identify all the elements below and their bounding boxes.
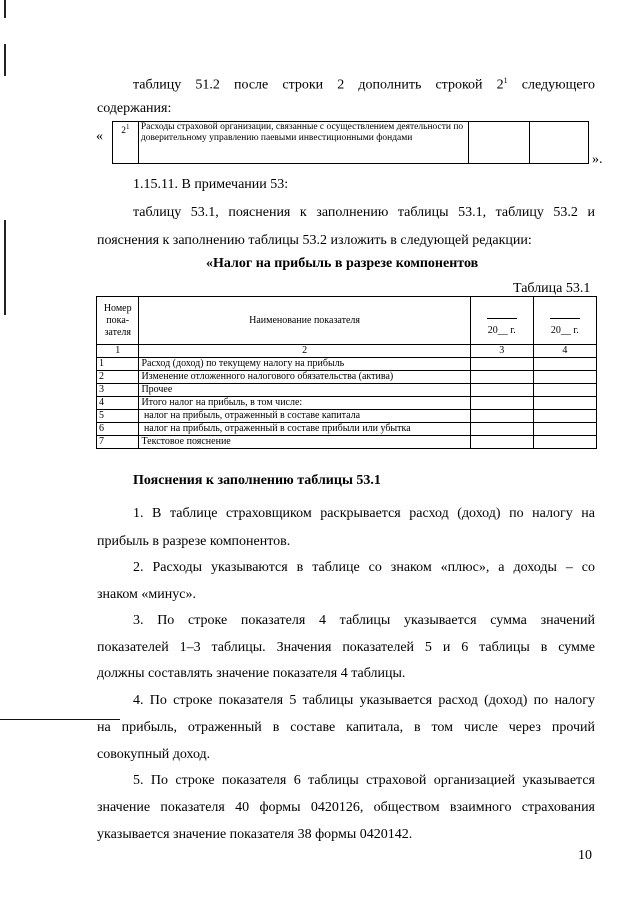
row-value: [470, 397, 533, 410]
table-title: «Налог на прибыль в разрезе компонентов: [206, 256, 479, 271]
explain-2-line-1: 2. Расходы указываются в таблице со знаком «плюс», а доходы – со: [133, 560, 595, 575]
explain-4-line-3: совокупный доход.: [97, 747, 211, 762]
table-row: [97, 371, 597, 384]
insert-table-desc: Расходы страховой организации, связанные с осуществлением деятельности по доверительному управлению паевыми инвестиционными фондами: [138, 122, 468, 164]
row-num: 7: [97, 436, 139, 449]
explain-3-line-3: должны составлять значение показателя 4 таблицы.: [97, 666, 406, 681]
row-name: Итого налог на прибыль, в том числе:: [139, 397, 470, 410]
scan-margin-line: [4, 0, 6, 18]
table-row: [97, 384, 597, 397]
table-53-1: [96, 296, 597, 449]
section-heading: 1.15.11. В примечании 53:: [133, 177, 289, 192]
explain-3-line-2: показателей 1–3 таблицы. Значения показателей 5 и 6 таблицы в сумме: [97, 640, 595, 655]
row-value: [470, 423, 533, 436]
row-num: 3: [97, 384, 139, 397]
insert-table: [112, 121, 589, 164]
row-name: Расход (доход) по текущему налогу на прибыль: [139, 358, 470, 371]
row-value: [470, 384, 533, 397]
header-date-2: 20__ г.: [533, 297, 596, 345]
row-value: [533, 358, 596, 371]
header-num: Номер пока-зателя: [97, 297, 139, 345]
lead-line-2: пояснения к заполнению таблицы 53.2 изложить в следующей редакции:: [97, 233, 532, 248]
row-value: [470, 358, 533, 371]
explain-5-line-1: 5. По строке показателя 6 таблицы страховой организацией указывается: [133, 773, 595, 788]
row-name: Изменение отложенного налогового обязательства (актива): [139, 371, 470, 384]
row-num: 6: [97, 423, 139, 436]
lead-line-1: таблицу 53.1, пояснения к заполнению таблицы 53.1, таблицу 53.2 и: [133, 205, 595, 220]
explain-4-line-2: на прибыль, отраженный в составе капитала, в том числе через прочий: [97, 720, 595, 735]
intro-line-1: таблицу 51.2 после строки 2 дополнить строкой $2^1$ следующего: [133, 76, 595, 93]
row-num: 5: [97, 410, 139, 423]
scan-margin-line: [4, 220, 6, 315]
table-label: Таблица 53.1: [513, 281, 591, 296]
open-quote: «: [96, 129, 103, 144]
explain-5-line-3: указывается значение показателя 38 формы 0420142.: [97, 827, 413, 842]
index-cell: 4: [533, 345, 596, 358]
row-value: [533, 397, 596, 410]
scan-margin-line: [4, 44, 6, 76]
explain-4-line-1: 4. По строке показателя 5 таблицы указывается расход (доход) по налогу: [133, 693, 595, 708]
index-cell: 3: [470, 345, 533, 358]
insert-table-cell-3: [468, 122, 529, 164]
explain-5-line-2: значение показателя 40 формы 0420126, обществом взаимного страхования: [97, 800, 595, 815]
header-date-1: 20__ г.: [470, 297, 533, 345]
explain-1-line-1: 1. В таблице страховщиком раскрывается расход (доход) по налогу на: [133, 506, 595, 521]
row-value: [470, 371, 533, 384]
row-name: налог на прибыль, отраженный в составе прибыли или убытка: [139, 423, 470, 436]
header-name: Наименование показателя: [139, 297, 470, 345]
row-value: [533, 436, 596, 449]
row-value: [533, 371, 596, 384]
row-num: 4: [97, 397, 139, 410]
table-row: [97, 397, 597, 410]
insert-table-cell-4: [530, 122, 589, 164]
row-name: Текстовое пояснение: [139, 436, 470, 449]
table-row: [97, 423, 597, 436]
page-number: 10: [578, 848, 592, 863]
explain-title: Пояснения к заполнению таблицы 53.1: [133, 473, 381, 488]
intro-line-2: содержания:: [97, 101, 172, 116]
close-quote: ».: [592, 152, 603, 167]
table-row: [97, 436, 597, 449]
row-value: [533, 423, 596, 436]
row-value: [533, 410, 596, 423]
explain-2-line-2: знаком «минус».: [97, 587, 196, 602]
explain-3-line-1: 3. По строке показателя 4 таблицы указывается сумма значений: [133, 613, 595, 628]
row-value: [470, 410, 533, 423]
insert-table-num: $2^1$: [113, 122, 139, 164]
row-name: налог на прибыль, отраженный в составе капитала: [139, 410, 470, 423]
table-row: [97, 410, 597, 423]
row-value: [533, 384, 596, 397]
row-num: 2: [97, 371, 139, 384]
row-value: [470, 436, 533, 449]
explain-1-line-2: прибыль в разрезе компонентов.: [97, 534, 291, 549]
row-num: 1: [97, 358, 139, 371]
index-cell: 2: [139, 345, 470, 358]
table-row: [97, 358, 597, 371]
row-name: Прочее: [139, 384, 470, 397]
index-cell: 1: [97, 345, 139, 358]
